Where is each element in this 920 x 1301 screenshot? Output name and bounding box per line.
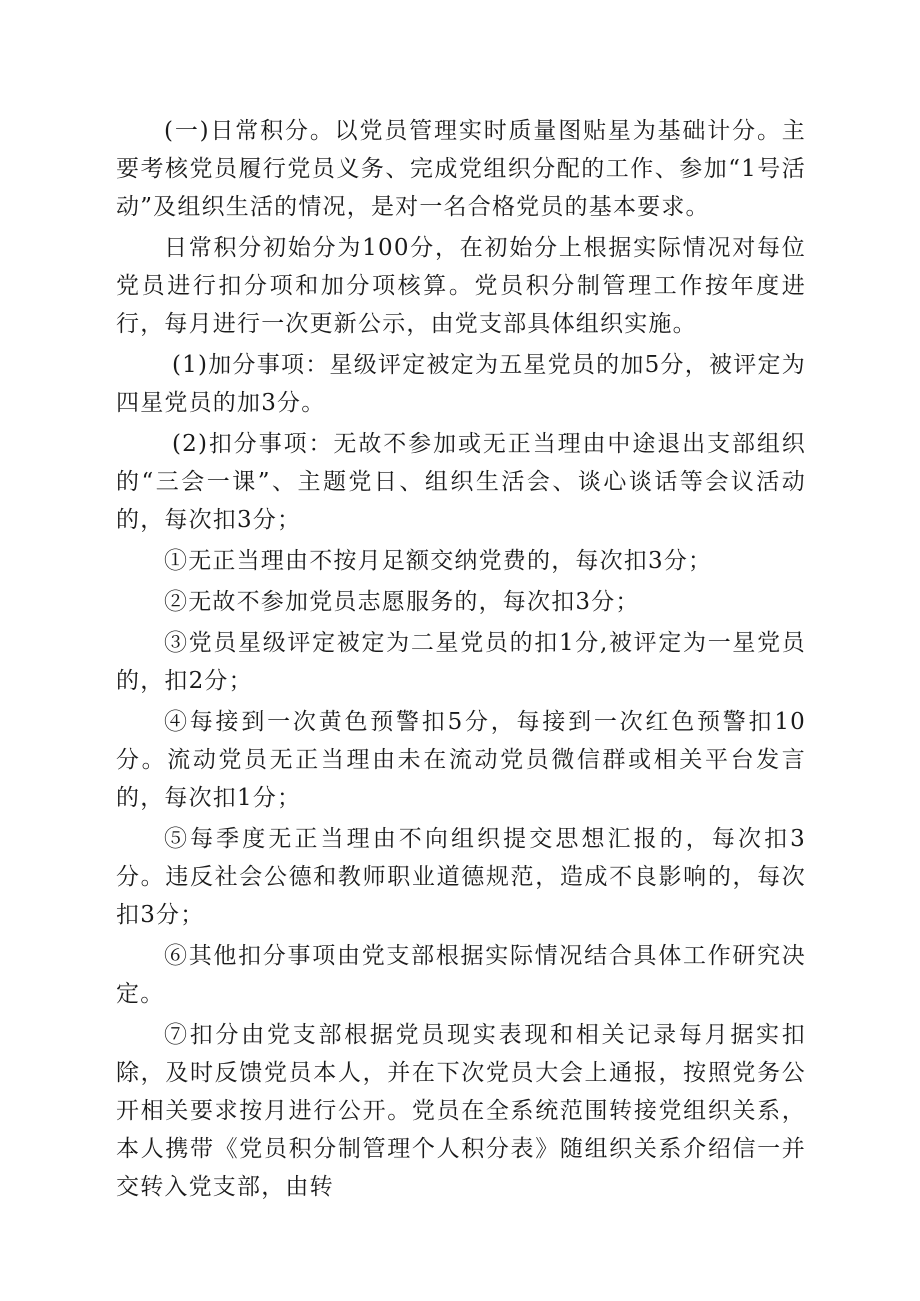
paragraph-item-2: ②无故不参加党员志愿服务的，每次扣3分； (164, 589, 640, 615)
document-body (116, 112, 806, 1209)
paragraph-initial-score: 日常积分初始分为100分，在初始分上根据实际情况对每位党员进行扣分项和加分项核算。党员积分制管理工作按年度进行，每月进行一次更新公示，由党支部具体组织实施。 (116, 235, 806, 337)
paragraph-item-1: ①无正当理由不按月足额交纳党费的，每次扣3分； (164, 548, 713, 574)
paragraph-bonus-items: (1)加分事项：星级评定被定为五星党员的加5分，被评定为四星党员的加3分。 (116, 352, 806, 416)
paragraph-item-3: ③党员星级评定被定为二星党员的扣1分,被评定为一星党员的，扣2分； (116, 630, 806, 694)
paragraph-item-5: ⑤每季度无正当理由不向组织提交思想汇报的，每次扣3分。违反社会公德和教师职业道德规范，造成不良影响的，每次扣3分； (116, 826, 806, 928)
paragraph-deduction-items: (2)扣分事项：无故不参加或无正当理由中途退出支部组织的“三会一课”、主题党日、组织生活会、谈心谈话等会议活动的，每次扣3分； (116, 431, 806, 533)
paragraph-item-6: ⑥其他扣分事项由党支部根据实际情况结合具体工作研究决定。 (116, 943, 806, 1007)
paragraph-item-7: ⑦扣分由党支部根据党员现实表现和相关记录每月据实扣除，及时反馈党员本人，并在下次党员大会上通报，按照党务公开相关要求按月进行公开。党员在全系统范围转接党组织关系，本人携带《党员积分制管理个人积分表》随组织关系介绍信一并交转入党支部，由转 (116, 1022, 806, 1200)
paragraph-daily-points: (一)日常积分。以党员管理实时质量图贴星为基础计分。主要考核党员履行党员义务、完成党组织分配的工作、参加“1号活动”及组织生活的情况，是对一名合格党员的基本要求。 (116, 118, 806, 220)
paragraph-item-4: ④每接到一次黄色预警扣5分，每接到一次红色预警扣10分。流动党员无正当理由未在流动党员微信群或相关平台发言的，每次扣1分； (116, 709, 806, 811)
